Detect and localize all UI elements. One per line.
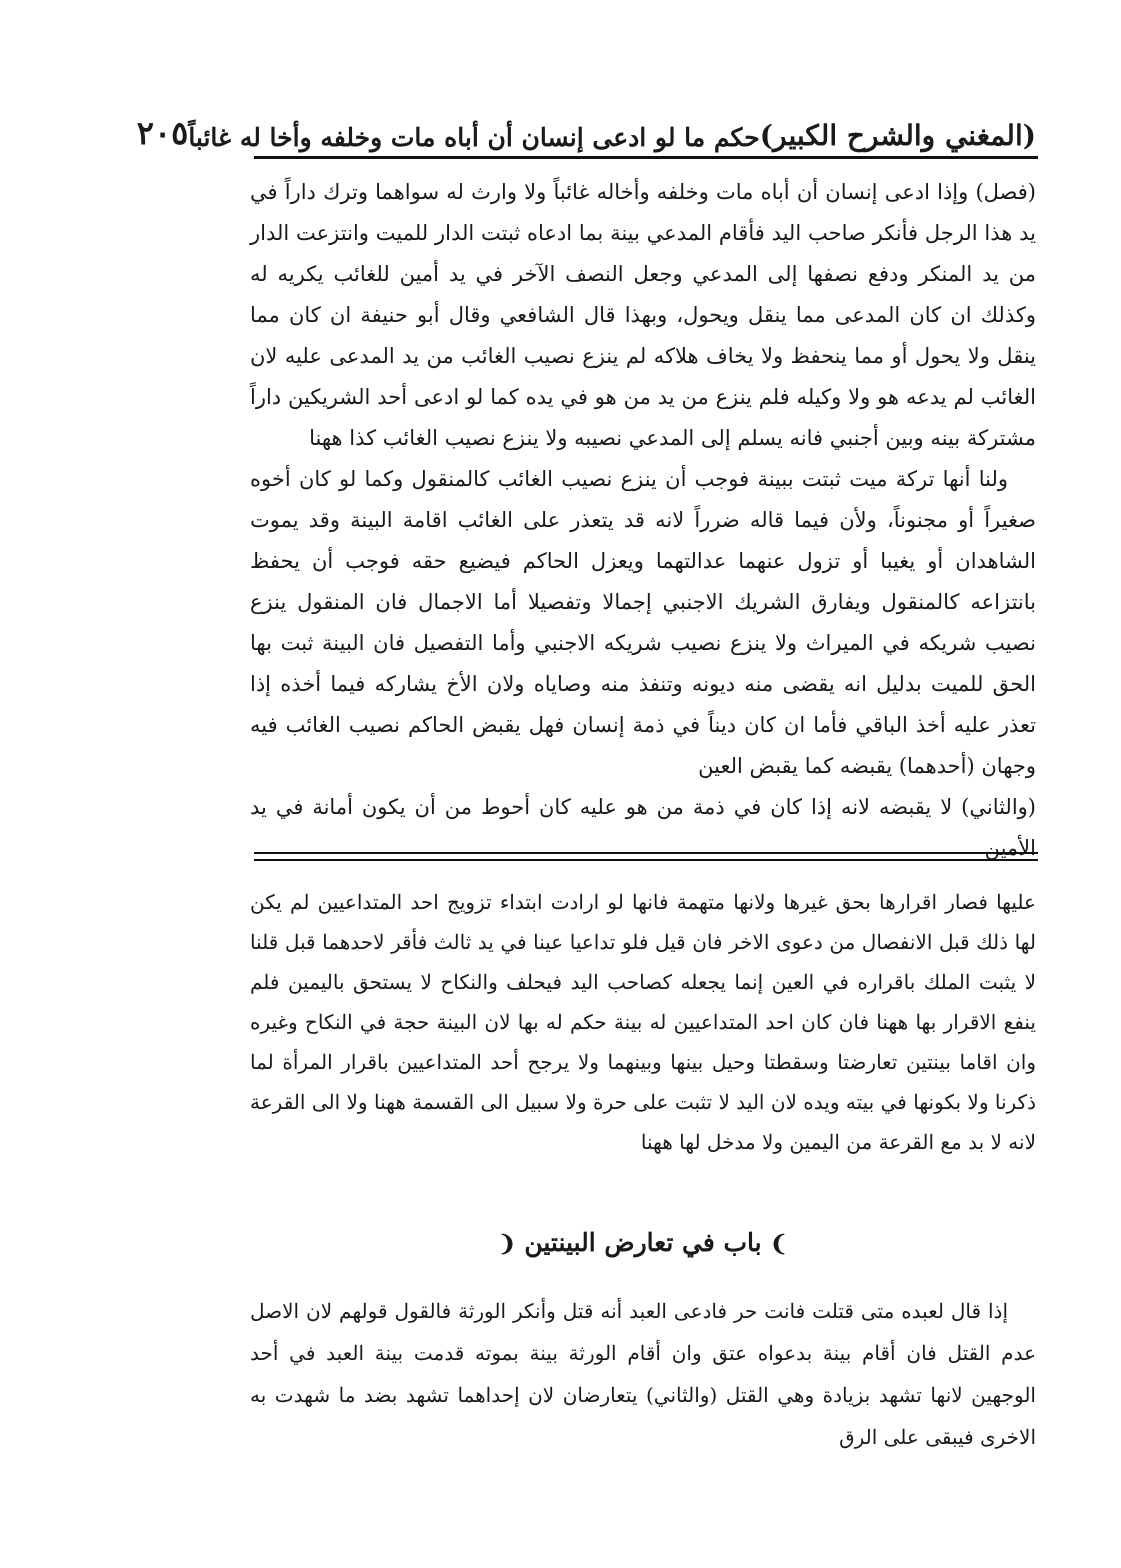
running-section-title: حكم ما لو ادعى إنسان أن أباه مات وخلفه وأخا له غائباً bbox=[188, 123, 760, 152]
ornament-left-icon: ❨ bbox=[497, 1231, 517, 1257]
paragraph-wa-lana: ولنا أنها تركة ميت ثبتت ببينة فوجب أن ينزع نصيب الغائب كالمنقول وكما لو كان أخوه صغيراً أو مجنوناً، ولأن فيما قاله ضرراً لانه قد يتعذر على الغائب اقامة البينة وقد يموت الشاهدان أو يغيبا أو تزول عنهما عدالتهما ويعزل الحاكم فيضيع حقه فوجب أن يحفظ بانتزاعه كالمنقول ويفارق الشريك الاجنبي إجمالا وتفصيلا أما الاجمال فان المنقول ينزع نصيب شريكه في الميراث ولا ينزع نصيب شريكه الاجنبي وأما التفصيل فان البينة ثبت بها الحق للميت بدليل انه يقضى منه ديونه وتنفذ منه وصاياه ولان الأخ يشاركه فيما أخذه إذا تعذر عليه أخذ الباقي فأما ان كان ديناً في ذمة إنسان فهل يقبض الحاكم نصيب الغائب فيه وجهان (أحدهما) يقبضه كما يقبض العين bbox=[250, 467, 1036, 778]
paragraph-commentary: عليها فصار اقرارها بحق غيرها ولانها متهمة فانها لو ارادت ابتداء تزويج احد المتداعيين لم يكن لها ذلك قبل الانفصال من دعوى الاخر فان قيل فلو تداعيا عينا في يد ثالث فأقر لاحدهما قبل قلنا لا يثبت الملك باقراره في العين إنما يجعله كصاحب اليد فيحلف والنكاح لا يستحق باليمين فلم ينفع الاقرار بها ههنا فان كان احد المتداعيين له بينة حكم له بها لان البينة حجة في النكاح وغيره وان اقاما بينتين تعارضتا وسقطتا وحيل بينها وبينهما ولا يرجح أحد المتداعيين باقرار المرأة لما ذكرنا ولا بكونها في بيته ويده لان اليد لا تثبت على حرة ولا سبيل الى القسمة ههنا ولا الى القرعة لانه لا بد مع القرعة من اليمين ولا مدخل لها ههنا bbox=[250, 890, 1036, 1154]
paragraph-chapter-body: إذا قال لعبده متى قتلت فانت حر فادعى العبد أنه قتل وأنكر الورثة فالقول قولهم لان الاصل عدم القتل فان أقام بينة بدعواه عتق وان أقام الورثة بينة بموته قدمت بينة العبد في أحد الوجهين لانها تشهد بزيادة وهي القتل (والثاني) يتعارضان لان إحداهما تشهد بضد ما شهدت به الاخرى فيبقى على الرق bbox=[250, 1299, 1036, 1449]
page-header bbox=[136, 100, 1036, 152]
paragraph-fasl: (فصل) وإذا ادعى إنسان أن أباه مات وخلفه وأخاله غائباً ولا وارث له سواهما وترك داراً في يد هذا الرجل فأنكر صاحب اليد فأقام المدعي بينة بما ادعاه ثبتت الدار للميت وانتزعت الدار من يد المنكر ودفع نصفها إلى المدعي وجعل النصف الآخر في يد أمين للغائب يكريه له وكذلك ان كان المدعى مما ينقل ويحول، وبهذا قال الشافعي وقال أبو حنيفة ان كان مما ينقل ولا يحول أو مما ينحفظ ولا يخاف هلاكه لم ينزع نصيب الغائب من يد المدعى عليه لان الغائب لم يدعه هو ولا وكيله فلم ينزع من يد من هو في يده كما لو ادعى أحد الشريكين داراً مشتركة بينه وبين أجنبي فانه يسلم إلى المدعي نصيبه ولا ينزع نصيب الغائب كذا ههنا bbox=[250, 180, 1036, 450]
ornament-right-icon: ❩ bbox=[769, 1231, 789, 1257]
paragraph-al-thani: (والثاني) لا يقبضه لانه إذا كان في ذمة من هو عليه كان أحوط من أن يكون أمانة في يد الأمين bbox=[250, 795, 1036, 860]
bottom-text-block bbox=[250, 1290, 1036, 1458]
book-title: (المغني والشرح الكبير) bbox=[759, 119, 1036, 152]
header-rule bbox=[254, 156, 1038, 159]
chapter-heading bbox=[250, 1228, 1036, 1257]
section-divider bbox=[254, 852, 1038, 861]
upper-text-block bbox=[250, 172, 1036, 869]
chapter-title: باب في تعارض البينتين bbox=[524, 1228, 762, 1257]
lower-text-block bbox=[250, 882, 1036, 1162]
page-number: ٢٠٥ bbox=[136, 114, 189, 152]
